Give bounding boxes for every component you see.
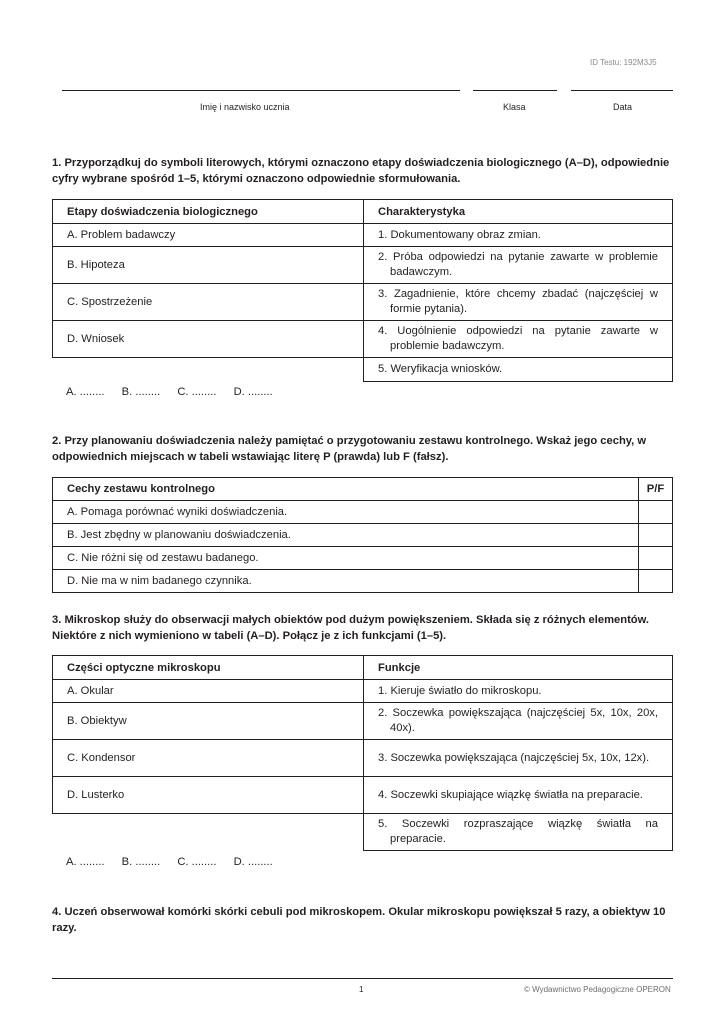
- q3-function-5: 5. Soczewki rozpraszające wiązkę światła na preparacie.: [378, 818, 658, 845]
- date-label: Data: [613, 102, 633, 112]
- q3-header-left: Części optyczne mikroskopu: [53, 656, 364, 680]
- question-2-table: [52, 477, 673, 593]
- q3-answer-a[interactable]: A. ........: [66, 856, 105, 868]
- q3-header-right: Funkcje: [364, 656, 673, 680]
- q3-function-2: 2. Soczewka powiększająca (najczęściej 5x, 10x, 20x, 40x).: [378, 707, 658, 734]
- q1-stage-c: C. Spostrzeżenie: [53, 284, 364, 321]
- q1-answer-c[interactable]: C. ........: [177, 386, 217, 398]
- q1-answer-a[interactable]: A. ........: [66, 386, 105, 398]
- class-line[interactable]: [473, 90, 557, 91]
- name-label: Imię i nazwisko ucznia: [200, 102, 290, 112]
- q2-header-left: Cechy zestawu kontrolnego: [53, 478, 639, 501]
- q1-stage-a: A. Problem badawczy: [53, 224, 364, 247]
- q1-characteristic-3: 3. Zagadnienie, które chcemy zbadać (najczęściej w formie pytania).: [378, 288, 658, 315]
- question-3-table: [52, 655, 673, 851]
- q1-header-right: Charakterystyka: [364, 200, 673, 224]
- footer-divider: [52, 978, 673, 979]
- question-1-prompt: 1. Przyporządkuj do symboli literowych, którymi oznaczono etapy doświadczenia biologicznego (A–D), odpowiednie cyfry wybrane spośród 1–5, którymi oznaczono odpowiednie sformułowania.: [52, 157, 670, 185]
- name-line[interactable]: [62, 90, 460, 91]
- q2-row-b: B. Jest zbędny w planowaniu doświadczenia.: [53, 524, 639, 547]
- question-1-table: [52, 199, 673, 382]
- page-number: 1: [359, 985, 364, 994]
- copyright: © Wydawnictwo Pedagogiczne OPERON: [524, 985, 671, 994]
- q1-characteristic-2: 2. Próba odpowiedzi na pytanie zawarte w problemie badawczym.: [378, 251, 658, 278]
- q2-answer-a[interactable]: [639, 501, 673, 524]
- q1-characteristic-4: 4. Uogólnienie odpowiedzi na pytanie zawarte w problemie badawczym.: [378, 325, 658, 352]
- q3-part-a: A. Okular: [53, 680, 364, 703]
- q3-function-1: 1. Kieruje światło do mikroskopu.: [378, 684, 542, 697]
- q3-part-b: B. Obiektyw: [53, 703, 364, 740]
- question-3-prompt: 3. Mikroskop służy do obserwacji małych obiektów pod dużym powiększeniem. Składa się z różnych elementów. Niektóre z nich wymieniono w tabeli (A–D). Połącz je z ich funkcjami (1–5).: [52, 614, 650, 642]
- q1-stage-d: D. Wniosek: [53, 321, 364, 358]
- q1-header-left: Etapy doświadczenia biologicznego: [53, 200, 364, 224]
- q1-answer-blanks[interactable]: [66, 386, 287, 398]
- q2-row-d: D. Nie ma w nim badanego czynnika.: [53, 570, 639, 593]
- q3-answer-b[interactable]: B. ........: [121, 856, 161, 868]
- q2-answer-b[interactable]: [639, 524, 673, 547]
- q1-answer-d[interactable]: D. ........: [233, 386, 273, 398]
- question-2-prompt: 2. Przy planowaniu doświadczenia należy pamiętać o przygotowaniu zestawu kontrolnego. Wskaż jego cechy, w odpowiednich miejscach w tabeli wstawiając literę P (prawda) lub F (fałsz).: [52, 435, 647, 463]
- question-4-prompt: 4. Uczeń obserwował komórki skórki cebuli pod mikroskopem. Okular mikroskopu powiększał 5 razy, a obiektyw 10 razy.: [52, 906, 666, 934]
- q3-answer-blanks[interactable]: [66, 856, 287, 868]
- q2-answer-c[interactable]: [639, 547, 673, 570]
- q3-function-4: 4. Soczewki skupiające wiązkę światła na preparacie.: [378, 788, 643, 801]
- q1-answer-b[interactable]: B. ........: [121, 386, 161, 398]
- q1-characteristic-1: 1. Dokumentowany obraz zmian.: [378, 228, 541, 241]
- q1-stage-b: B. Hipoteza: [53, 247, 364, 284]
- class-label: Klasa: [503, 102, 526, 112]
- q3-answer-c[interactable]: C. ........: [177, 856, 217, 868]
- q3-part-d: D. Lusterko: [53, 777, 364, 814]
- q2-row-c: C. Nie różni się od zestawu badanego.: [53, 547, 639, 570]
- test-id: ID Testu: 192M3J5: [590, 58, 657, 67]
- q2-row-a: A. Pomaga porównać wyniki doświadczenia.: [53, 501, 639, 524]
- q2-answer-d[interactable]: [639, 570, 673, 593]
- q2-header-right: P/F: [639, 478, 673, 501]
- q1-characteristic-5: 5. Weryfikacja wniosków.: [378, 363, 503, 375]
- date-line[interactable]: [571, 90, 673, 91]
- q3-part-c: C. Kondensor: [53, 740, 364, 777]
- q3-answer-d[interactable]: D. ........: [233, 856, 273, 868]
- q3-function-3: 3. Soczewka powiększająca (najczęściej 5x, 10x, 12x).: [378, 751, 650, 764]
